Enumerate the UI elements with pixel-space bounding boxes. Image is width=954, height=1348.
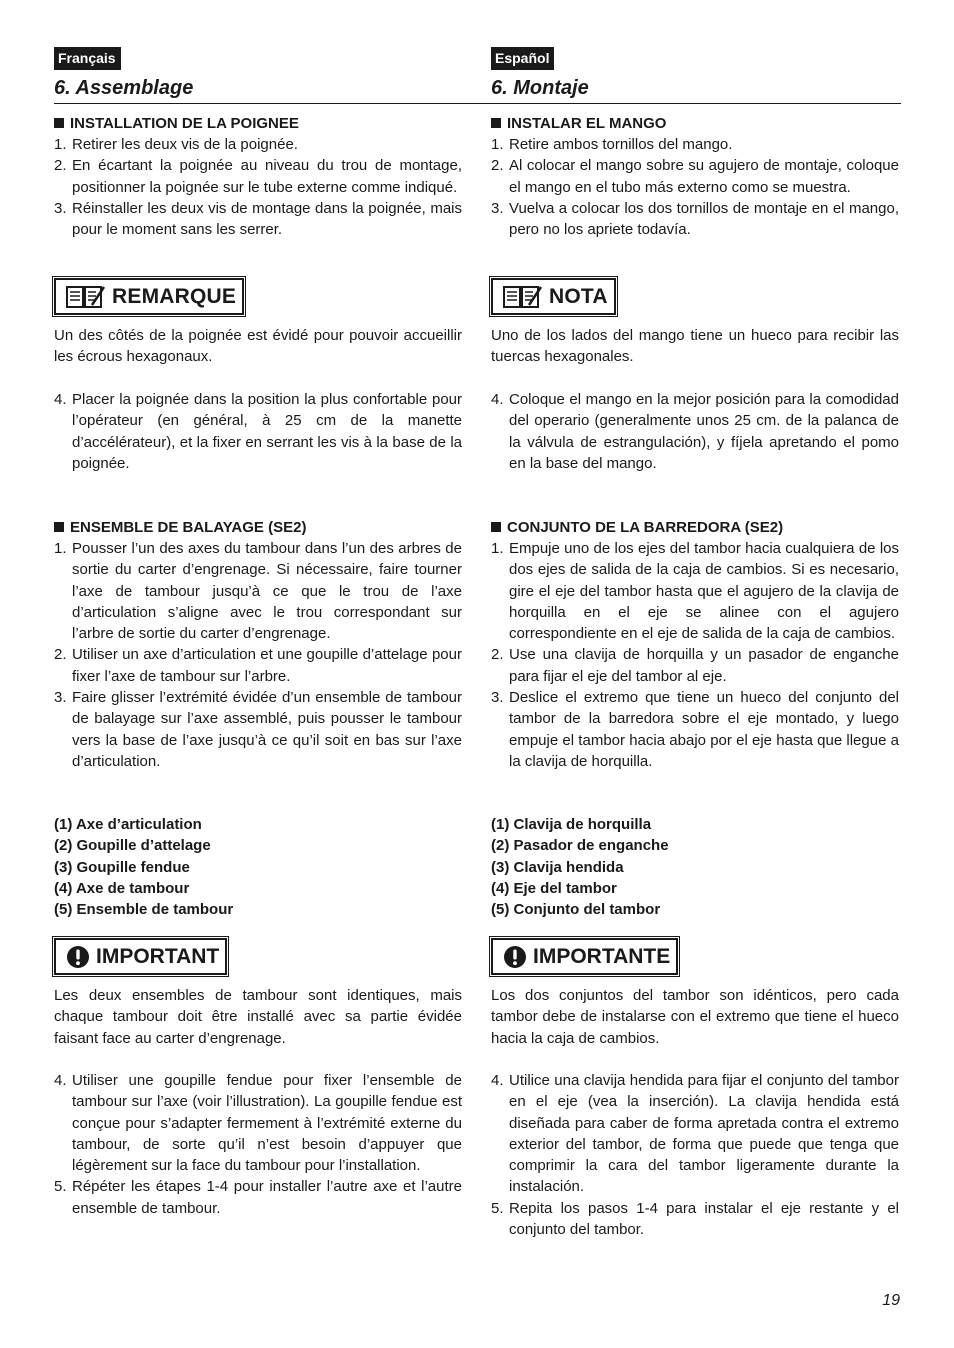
list-item: (4) Axe de tambour bbox=[54, 879, 190, 897]
list-item: (1) Clavija de horquilla bbox=[491, 816, 652, 833]
fr-important bbox=[54, 938, 462, 975]
es-note-text-block bbox=[491, 325, 899, 368]
list-item: 4. Utilice una clavija hendida para fijar el conjunto del tambor en el eje (vea la inserción). La clavija hendida está diseñada para caber de forma apretada contra el extremo exterior del tambor, de forma que puede que tenga que comprimir la cara del tambor ligeramente durante la instalación. bbox=[491, 1072, 899, 1196]
es-sweeper-heading: CONJUNTO DE LA BARREDORA (SE2) bbox=[491, 517, 899, 538]
fr-sweeper-section bbox=[54, 517, 462, 772]
list-item: (4) Eje del tambor bbox=[491, 879, 617, 897]
column-french bbox=[54, 47, 462, 100]
fr-sweeper-heading: ENSEMBLE DE BALAYAGE (SE2) bbox=[54, 517, 462, 538]
fr-important-text-block bbox=[54, 985, 462, 1049]
es-step4-list bbox=[491, 389, 899, 474]
note-label: NOTA bbox=[549, 284, 608, 308]
list-item: 3. Faire glisser l’extrémité évidée d’un ensemble de tambour de balayage sur l’axe assemblé, puis pousser le tambour vers la base de l’axe jusqu’à ce qu’il soit en bas sur l’axe d’articulation. bbox=[54, 689, 462, 770]
es-handle-heading: INSTALAR EL MANGO bbox=[491, 113, 899, 134]
list-item: 1. Retirer les deux vis de la poignée. bbox=[54, 136, 298, 153]
list-item: 2. Use una clavija de horquilla y un pasador de enganche para fijar el eje del tambor al eje. bbox=[491, 646, 899, 685]
notebook-icon bbox=[503, 285, 543, 309]
list-item: (3) Goupille fendue bbox=[54, 858, 190, 876]
fr-parts bbox=[54, 814, 462, 920]
important-label: IMPORTANTE bbox=[533, 944, 671, 968]
list-item: 4. Placer la poignée dans la position la plus confortable pour l’opérateur (en général, à 25 cm de la manette d’accélérateur), et la fixer en serrant les vis à la base de la poignée. bbox=[54, 391, 462, 472]
es-important-text-block bbox=[491, 985, 899, 1049]
important-box bbox=[54, 938, 227, 975]
section-title-spanish: 6. Montaje bbox=[491, 77, 589, 99]
fr-handle-heading: INSTALLATION DE LA POIGNEE bbox=[54, 113, 462, 134]
list-item: 2. Al colocar el mango sobre su agujero de montaje, coloque el mango en el tubo más externo como se muestra. bbox=[491, 157, 899, 196]
fr-step4-block bbox=[54, 389, 462, 474]
language-tag-spanish: Español bbox=[491, 47, 554, 70]
es-important bbox=[491, 938, 899, 975]
list-item: 1. Empuje uno de los ejes del tambor hacia cualquiera de los dos ejes de salida de la caja de cambios. Si es necesario, gire el eje del tambor hasta que el agujero de la clavija de horquilla en el eje se alinee con el agujero correspondiente en el eje de salida de la caja de cambios. bbox=[491, 540, 899, 643]
list-item: 3. Vuelva a colocar los dos tornillos de montaje en el mango, pero no los apriete todavía. bbox=[491, 199, 899, 239]
important-box bbox=[491, 938, 678, 975]
important-text: Los dos conjuntos del tambor son idénticos, pero cada tambor debe de instalarse con el extremo que tiene el hueco hacia la caja de cambios. bbox=[491, 987, 899, 1047]
list-item: (2) Goupille d’attelage bbox=[54, 837, 211, 855]
list-item: 4. Coloque el mango en la mejor posición para la comodidad del operario (generalmente unos 25 cm. de la palanca de la válvula de estrangulación), y fíjela apretando el pomo en la base del mango. bbox=[491, 391, 899, 472]
note-label: REMARQUE bbox=[112, 284, 237, 308]
square-bullet-icon bbox=[491, 118, 501, 128]
title-divider bbox=[54, 103, 901, 104]
fr-note bbox=[54, 278, 462, 315]
fr-handle-steps bbox=[54, 134, 462, 240]
fr-handle-section bbox=[54, 113, 462, 240]
exclamation-icon bbox=[66, 945, 90, 969]
exclamation-icon bbox=[503, 945, 527, 969]
list-item: (1) Axe d’articulation bbox=[54, 816, 202, 833]
list-item: 4. Utiliser une goupille fendue pour fixer l’ensemble de tambour sur l’axe (voir l’illustration). La goupille fendue est conçue pour s’adapter fermement à l’extrémité externe du tambour, de sorte qu’il n’est besoin d’appuyer que légèrement sur la face du tambour pour l’installation. bbox=[54, 1072, 462, 1175]
notebook-icon bbox=[66, 285, 106, 309]
es-step4-block bbox=[491, 389, 899, 474]
important-text: Les deux ensembles de tambour sont identiques, mais chaque tambour doit être installé avec sa partie évidée faisant face au carter d’engrenage. bbox=[54, 987, 462, 1047]
fr-sweeper-steps bbox=[54, 538, 462, 772]
fr-note-text-block bbox=[54, 325, 462, 368]
note-text: Un des côtés de la poignée est évidé pour pouvoir accueillir les écrous hexagonaux. bbox=[54, 327, 462, 366]
list-item: 1. Pousser l’un des axes du tambour dans l’un des arbres de sortie du carter d’engrenage. Si nécessaire, faire tourner l’axe de tambour jusqu’à ce que le trou de l’axe d’articulation s’aligne avec le trou correspondant sur l’arbre de sortie du carter d’engrenage. bbox=[54, 540, 462, 643]
list-item: 3. Réinstaller les deux vis de montage dans la poignée, mais pour le moment sans les serrer. bbox=[54, 199, 462, 239]
list-item: 2. En écartant la poignée au niveau du trou de montage, positionner la poignée sur le tube externe comme indiqué. bbox=[54, 157, 462, 196]
list-item: (5) Ensemble de tambour bbox=[54, 901, 234, 919]
list-item: 3. Deslice el extremo que tiene un hueco del conjunto del tambor de la barredora sobre el eje montado, y luego empuje el tambor hacia abajo por el eje hasta que llegue a la clavija de horquilla. bbox=[491, 689, 899, 770]
list-item: 1. Retire ambos tornillos del mango. bbox=[491, 136, 733, 153]
es-note bbox=[491, 278, 899, 315]
section-title-french: 6. Assemblage bbox=[54, 77, 194, 99]
es-handle-section bbox=[491, 113, 899, 240]
list-item: 2. Utiliser un axe d’articulation et une goupille d’attelage pour fixer l’axe de tambour sur l’arbre. bbox=[54, 646, 462, 685]
es-parts bbox=[491, 814, 899, 920]
es-sweeper-steps bbox=[491, 538, 899, 772]
page-number: 19 bbox=[882, 1292, 900, 1309]
language-tag-french: Français bbox=[54, 47, 121, 70]
square-bullet-icon bbox=[54, 522, 64, 532]
square-bullet-icon bbox=[491, 522, 501, 532]
note-text: Uno de los lados del mango tiene un hueco para recibir las tuercas hexagonales. bbox=[491, 327, 899, 366]
list-item: (2) Pasador de enganche bbox=[491, 837, 669, 855]
es-parts-list bbox=[491, 814, 899, 920]
note-box bbox=[491, 278, 616, 315]
list-item: 5. Répéter les étapes 1-4 pour installer l’autre axe et l’autre ensemble de tambour. bbox=[54, 1178, 462, 1217]
note-box bbox=[54, 278, 244, 315]
list-item: (5) Conjunto del tambor bbox=[491, 901, 661, 919]
list-item: (3) Clavija hendida bbox=[491, 858, 624, 876]
fr-final-steps bbox=[54, 1070, 462, 1219]
es-final-steps-list bbox=[491, 1070, 899, 1240]
fr-final-steps-list bbox=[54, 1070, 462, 1219]
important-label: IMPORTANT bbox=[96, 944, 220, 968]
fr-step4-list bbox=[54, 389, 462, 474]
fr-parts-list bbox=[54, 814, 462, 920]
square-bullet-icon bbox=[54, 118, 64, 128]
list-item: 5. Repita los pasos 1-4 para instalar el eje restante y el conjunto del tambor. bbox=[491, 1199, 899, 1239]
column-spanish bbox=[491, 47, 899, 100]
es-final-steps bbox=[491, 1070, 899, 1240]
es-handle-steps bbox=[491, 134, 899, 240]
es-sweeper-section bbox=[491, 517, 899, 772]
